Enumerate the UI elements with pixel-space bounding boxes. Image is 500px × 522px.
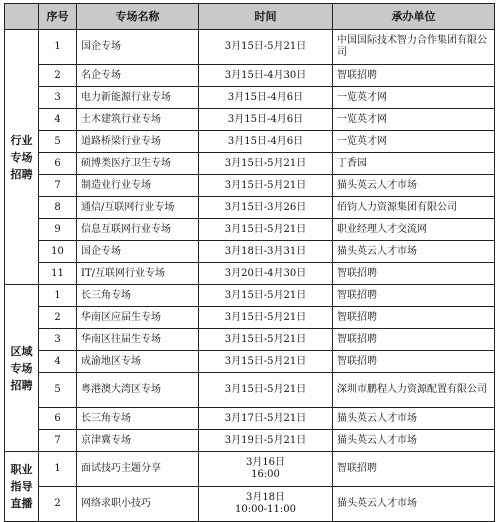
section-category-line: 指导: [10, 480, 33, 493]
table-row: [5, 452, 495, 487]
session-name: 成渝地区专场: [77, 351, 199, 373]
row-number: 7: [39, 430, 77, 452]
session-name: 信息互联网行业专场: [77, 219, 199, 241]
table-row: [5, 285, 495, 307]
session-time-line: 16:00: [251, 469, 280, 480]
row-number: 4: [39, 351, 77, 373]
session-time: 3月20日-4月30日: [199, 263, 333, 285]
session-time: 3月15日-5月21日: [199, 373, 333, 408]
session-time: 3月15日-5月21日: [199, 153, 333, 175]
row-number: 1: [39, 30, 77, 65]
header-category: [5, 4, 39, 30]
session-time: 3月15日-5月21日: [199, 307, 333, 329]
section-category: [5, 285, 39, 452]
header-session-name: 专场名称: [77, 4, 199, 30]
session-name: 面试技巧主题分享: [77, 452, 199, 487]
row-number: 2: [39, 307, 77, 329]
session-time: 3月18日-3月31日: [199, 241, 333, 263]
session-time: [199, 487, 333, 522]
header-organizer: 承办单位: [333, 4, 495, 30]
session-name: 电力新能源行业专场: [77, 87, 199, 109]
organizer: 智联招聘: [333, 351, 495, 373]
table-row: [5, 131, 495, 153]
session-time-line: 3月16日: [245, 457, 286, 468]
session-time: 3月17日-5月21日: [199, 408, 333, 430]
row-number: 2: [39, 487, 77, 522]
organizer: 一览英才网: [333, 87, 495, 109]
organizer: 智联招聘: [333, 452, 495, 487]
session-name: 土木建筑行业专场: [77, 109, 199, 131]
session-time: 3月15日-4月30日: [199, 65, 333, 87]
table-row: [5, 373, 495, 408]
session-time-line: 3月18日: [245, 492, 286, 503]
session-time: 3月15日-4月6日: [199, 109, 333, 131]
organizer: 一览英才网: [333, 109, 495, 131]
organizer: 猫头英云人才市场: [333, 487, 495, 522]
organizer: 猫头英云人才市场: [333, 175, 495, 197]
section-category-line: 职业: [10, 463, 33, 476]
organizer: 猫头英云人才市场: [333, 430, 495, 452]
row-number: 8: [39, 197, 77, 219]
section-category-line: 专场: [10, 361, 33, 375]
table-row: [5, 263, 495, 285]
session-name: 硕博类医疗卫生专场: [77, 153, 199, 175]
row-number: 10: [39, 241, 77, 263]
organizer: 一览英才网: [333, 131, 495, 153]
section-category-line: 招聘: [10, 167, 33, 181]
table-row: [5, 329, 495, 351]
row-number: 9: [39, 219, 77, 241]
table-row: [5, 30, 495, 65]
session-name: IT/互联网行业专场: [77, 263, 199, 285]
row-number: 1: [39, 285, 77, 307]
session-name: 华南区往届生专场: [77, 329, 199, 351]
session-name: 长三角专场: [77, 408, 199, 430]
organizer: 猫头英云人才市场: [333, 408, 495, 430]
session-name: 华南区应届生专场: [77, 307, 199, 329]
session-time: 3月15日-5月21日: [199, 30, 333, 65]
session-name: 道路桥梁行业专场: [77, 131, 199, 153]
table-row: [5, 307, 495, 329]
session-time: 3月15日-4月6日: [199, 131, 333, 153]
session-time: 3月15日-5月21日: [199, 329, 333, 351]
session-name: 京津冀专场: [77, 430, 199, 452]
organizer: 猫头英云人才市场: [333, 241, 495, 263]
table-row: [5, 430, 495, 452]
organizer: 智联招聘: [333, 329, 495, 351]
row-number: 4: [39, 109, 77, 131]
session-time: 3月15日-5月21日: [199, 285, 333, 307]
session-time: [199, 452, 333, 487]
table-row: [5, 487, 495, 522]
organizer: 丁香园: [333, 153, 495, 175]
row-number: 11: [39, 263, 77, 285]
table-row: [5, 153, 495, 175]
section-category-line: 行业: [10, 133, 33, 147]
header-time: 时间: [199, 4, 333, 30]
header-row: [5, 4, 495, 30]
session-name: 国企专场: [77, 30, 199, 65]
session-time: 3月15日-4月6日: [199, 87, 333, 109]
session-name: 网络求职小技巧: [77, 487, 199, 522]
session-name: 制造业行业专场: [77, 175, 199, 197]
row-number: 6: [39, 408, 77, 430]
section-category-line: 招聘: [10, 378, 33, 392]
session-time: 3月15日-5月21日: [199, 351, 333, 373]
table-row: [5, 197, 495, 219]
organizer: 智联招聘: [333, 263, 495, 285]
table-row: [5, 408, 495, 430]
section-category-line: 专场: [10, 150, 33, 164]
table-row: [5, 65, 495, 87]
header-number: 序号: [39, 4, 77, 30]
section-category: [5, 30, 39, 285]
session-name: 长三角专场: [77, 285, 199, 307]
row-number: 7: [39, 175, 77, 197]
section-category-line: 区域: [10, 344, 33, 358]
section-category: [5, 452, 39, 522]
row-number: 5: [39, 131, 77, 153]
organizer: 智联招聘: [333, 307, 495, 329]
row-number: 1: [39, 452, 77, 487]
organizer: 中国国际技术智力合作集团有限公司: [333, 30, 495, 65]
organizer: 深圳市鹏程人力资源配置有限公司: [333, 373, 495, 408]
session-name: 国企专场: [77, 241, 199, 263]
table-row: [5, 219, 495, 241]
session-time: 3月15日-5月21日: [199, 219, 333, 241]
organizer: 佰钧人力资源集团有限公司: [333, 197, 495, 219]
session-name: 名企专场: [77, 65, 199, 87]
table-row: [5, 87, 495, 109]
session-time: 3月15日-5月21日: [199, 175, 333, 197]
table-row: [5, 109, 495, 131]
recruitment-schedule-table: [4, 3, 495, 522]
row-number: 3: [39, 87, 77, 109]
organizer: 智联招聘: [333, 285, 495, 307]
session-time-line: 10:00-11:00: [234, 504, 296, 515]
organizer: 职业经理人才交流网: [333, 219, 495, 241]
session-time: 3月19日-5月21日: [199, 430, 333, 452]
section-category-line: 直播: [10, 497, 33, 510]
row-number: 2: [39, 65, 77, 87]
session-time: 3月15日-3月26日: [199, 197, 333, 219]
table-row: [5, 351, 495, 373]
organizer: 智联招聘: [333, 65, 495, 87]
row-number: 6: [39, 153, 77, 175]
table-row: [5, 241, 495, 263]
row-number: 5: [39, 373, 77, 408]
session-name: 通信/互联网行业专场: [77, 197, 199, 219]
row-number: 3: [39, 329, 77, 351]
table-row: [5, 175, 495, 197]
session-name: 粤港澳大湾区专场: [77, 373, 199, 408]
